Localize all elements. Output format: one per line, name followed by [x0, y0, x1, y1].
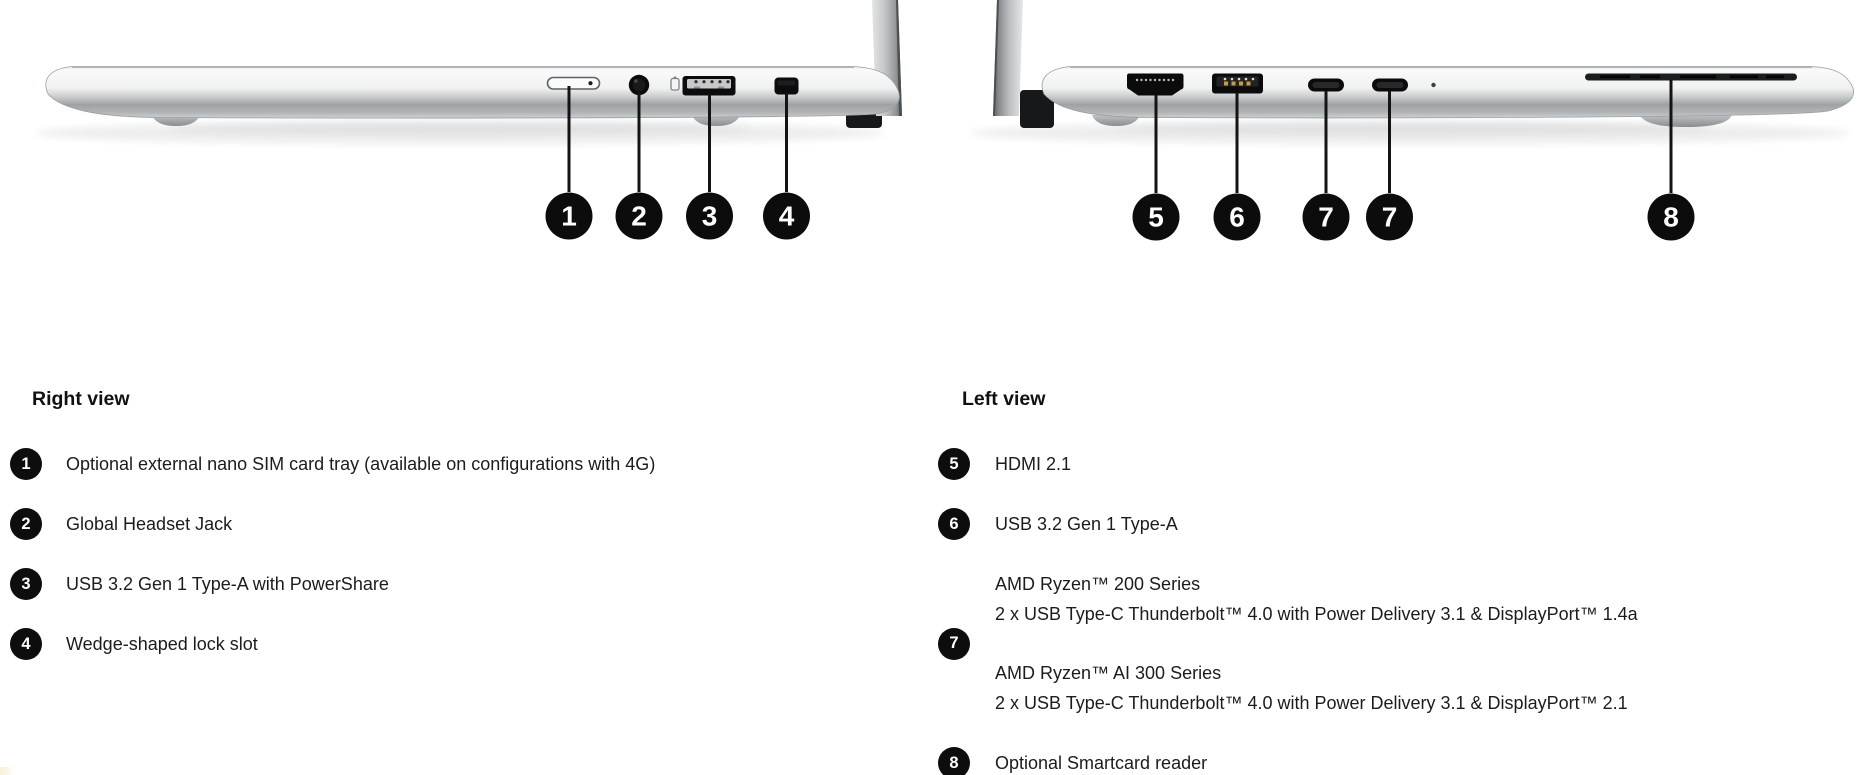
corner-artifact [0, 767, 14, 775]
usb-c-port-2 [1372, 79, 1408, 92]
powershare-battery-icon [671, 77, 679, 90]
sim-tray-port [548, 78, 600, 90]
legend-label-6: USB 3.2 Gen 1 Type-A [995, 513, 1178, 534]
legend-badge-4: 4 [10, 628, 42, 660]
lock-slot-port [775, 78, 799, 95]
legend-badge-3: 3 [10, 568, 42, 600]
legend-label-4: Wedge-shaped lock slot [66, 633, 258, 654]
usb-a-port [683, 76, 736, 96]
legend-badge-7: 7 [938, 628, 970, 660]
legend-item-4 [10, 628, 258, 660]
usb-a-port [1212, 74, 1263, 94]
callout-number-1: 1 [561, 200, 577, 232]
item7-option-b-title: AMD Ryzen™ AI 300 Series [995, 663, 1222, 683]
item7-option-a-detail: 2 x USB Type-C Thunderbolt™ 4.0 with Power Delivery 3.1 & DisplayPort™ 1.4a [995, 604, 1638, 624]
legend-label-2: Global Headset Jack [66, 513, 233, 534]
hdmi-port [1127, 74, 1184, 96]
status-led-dot [1431, 83, 1435, 87]
legend-badge-1: 1 [10, 448, 42, 480]
laptop-left-view-illustration [940, 0, 1861, 250]
right-view-heading: Right view [32, 388, 130, 410]
laptop-shadow-inner [1110, 122, 1710, 134]
legend-badge-5: 5 [938, 448, 970, 480]
left-view-heading: Left view [962, 388, 1046, 410]
laptop-shadow-inner [170, 122, 750, 134]
laptop-right-view-illustration [30, 0, 910, 250]
callout-number-2: 2 [631, 200, 647, 232]
callout-number-3: 3 [701, 200, 718, 232]
legend-item-5 [938, 448, 1071, 480]
item7-option-a-title: AMD Ryzen™ 200 Series [995, 574, 1201, 594]
legend-badge-6: 6 [938, 508, 970, 540]
legend-item-1 [10, 448, 655, 480]
laptop-body [46, 67, 900, 119]
legend-item-3 [10, 568, 389, 600]
usb-c-port-1 [1308, 79, 1344, 92]
legend-label-8: Optional Smartcard reader [995, 752, 1208, 773]
item7-option-b-detail: 2 x USB Type-C Thunderbolt™ 4.0 with Power Delivery 3.1 & DisplayPort™ 2.1 [995, 693, 1628, 713]
legend-item-6 [938, 508, 1178, 540]
legend-label-3: USB 3.2 Gen 1 Type-A with PowerShare [66, 573, 389, 594]
callout-number-5: 5 [1148, 201, 1164, 233]
callout-number-4: 4 [778, 200, 795, 232]
legend-label-1: Optional external nano SIM card tray (available on configurations with 4G) [66, 453, 656, 474]
legend-badge-2: 2 [10, 508, 42, 540]
callout-number-8: 8 [1663, 201, 1679, 233]
callout-number-7a: 7 [1318, 201, 1334, 233]
callout-number-7b: 7 [1381, 201, 1398, 233]
legend-label-5: HDMI 2.1 [995, 453, 1072, 474]
legend-item-8 [938, 747, 1207, 775]
smartcard-reader-slot [1585, 74, 1797, 81]
legend-item-7 [938, 569, 1638, 718]
legend-badge-8: 8 [938, 747, 970, 775]
callout-number-6: 6 [1229, 201, 1245, 233]
legend-item-2 [10, 508, 232, 540]
